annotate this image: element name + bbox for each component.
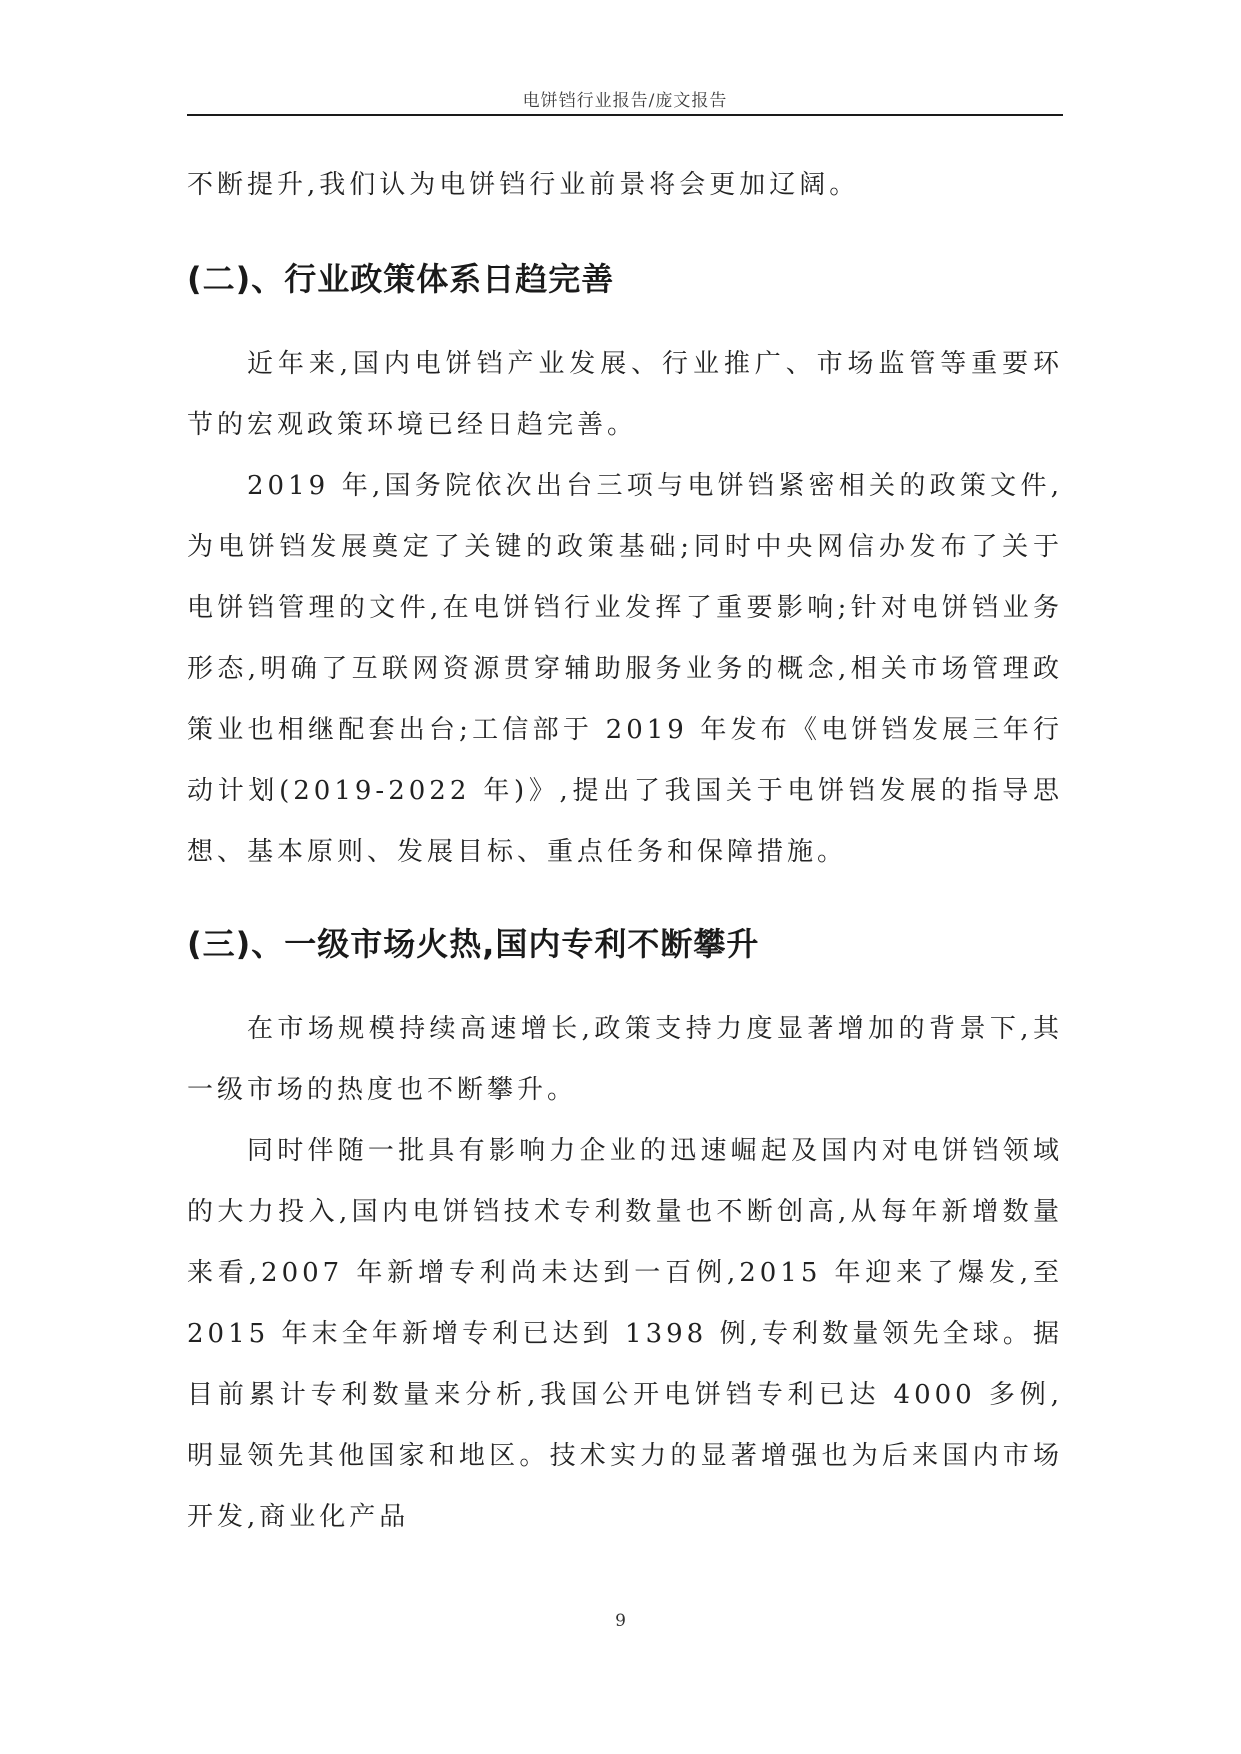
paragraph-policy-details: 2019 年,国务院依次出台三项与电饼铛紧密相关的政策文件,为电饼铛发展奠定了关键的政策基础;同时中央网信办发布了关于电饼铛管理的文件,在电饼铛行业发挥了重要影响;针对电饼铛业务形态,明确了互联网资源贯穿辅助服务业务的概念,相关市场管理政策业也相继配套出台;工信部于 2019 年发布《电饼铛发展三年行动计划(2019-2022 年)》,提出了我国关于电饼铛发展的指导思想、基本原则、发展目标、重点任务和保障措施。 bbox=[187, 471, 1063, 867]
document-body bbox=[187, 155, 1063, 1548]
paragraph-patents: 同时伴随一批具有影响力企业的迅速崛起及国内对电饼铛领域的大力投入,国内电饼铛技术专利数量也不断创高,从每年新增数量来看,2007 年新增专利尚未达到一百例,2015 年迎来了爆发,至 2015 年末全年新增专利已达到 1398 例,专利数量领先全球。据目前累计专利数量来分析,我国公开电饼铛专利已达 4000 多例,明显领先其他国家和地区。技术实力的显著增强也为后来国内市场开发,商业化产品 bbox=[187, 1136, 1063, 1532]
section-heading-policy: (二)、行业政策体系日趋完善 bbox=[187, 260, 615, 298]
paragraph-continued: 不断提升,我们认为电饼铛行业前景将会更加辽阔。 bbox=[187, 170, 860, 200]
paragraph-market-intro: 在市场规模持续高速增长,政策支持力度显著增加的背景下,其一级市场的热度也不断攀升。 bbox=[187, 1014, 1063, 1105]
page-header: 电饼铛行业报告/庞文报告 bbox=[522, 91, 728, 111]
paragraph-policy-intro: 近年来,国内电饼铛产业发展、行业推广、市场监管等重要环节的宏观政策环境已经日趋完善。 bbox=[187, 349, 1063, 440]
header-divider bbox=[187, 114, 1063, 116]
page-number: 9 bbox=[615, 1611, 626, 1631]
section-heading-market: (三)、一级市场火热,国内专利不断攀升 bbox=[187, 925, 760, 963]
